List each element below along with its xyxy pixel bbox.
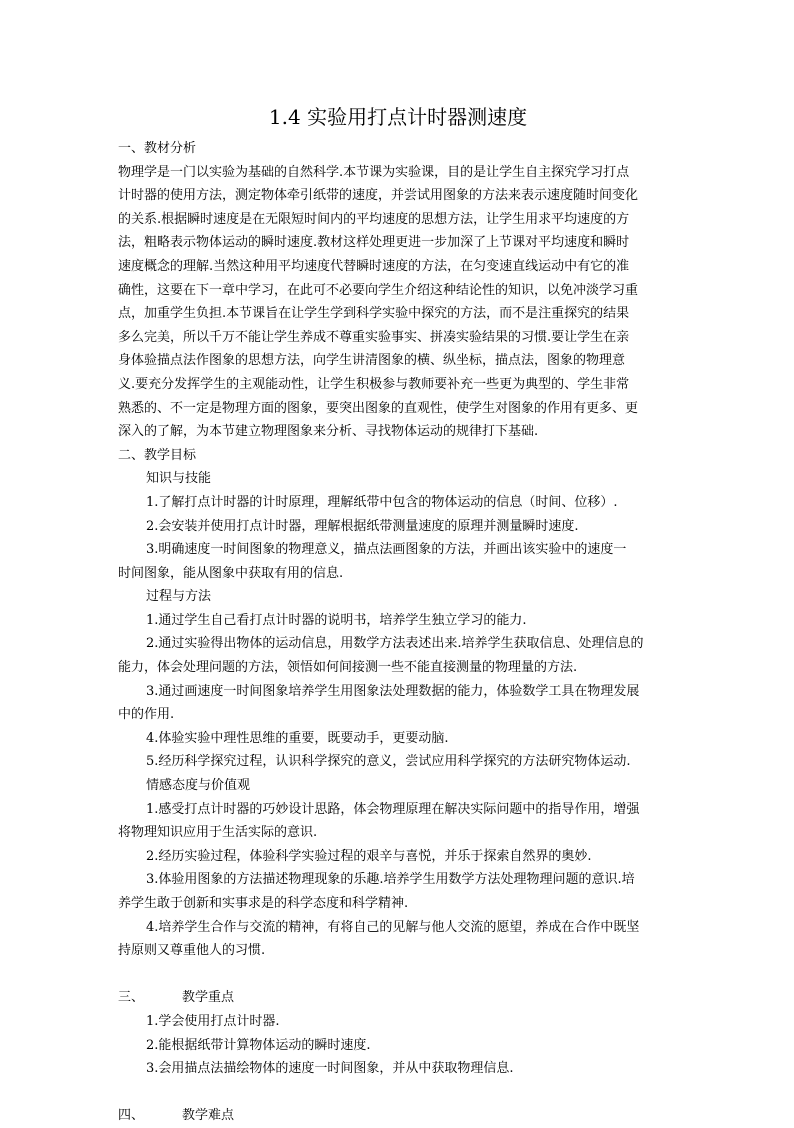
subsection-heading: 知识与技能 (146, 471, 212, 487)
section-heading-row (118, 1104, 678, 1128)
paragraph-line: 义.要充分发挥学生的主观能动性，让学生积极参与教师要补充一些更为典型的、学生非常 (118, 376, 630, 392)
list-item-continuation: 能力，体会处理问题的方法，领悟如何间接测一些不能直接测量的物理量的方法. (118, 660, 578, 676)
paragraph-line: 深入的了解，为本节建立物理图象来分析、寻找物体运动的规律打下基础. (118, 424, 539, 440)
list-item: 2.经历实验过程，体验科学实验过程的艰辛与喜悦，并乐于探索自然界的奥妙. (146, 848, 592, 864)
list-item: 3.明确速度一时间图象的物理意义，描点法画图象的方法，并画出该实验中的速度一 (146, 542, 627, 558)
list-item: 2.能根据纸带计算物体运动的瞬时速度. (146, 1037, 371, 1053)
list-item: 4.培养学生合作与交流的精神，有将自己的见解与他人交流的愿望，养成在合作中既坚 (146, 919, 640, 935)
paragraph-line: 法，粗略表示物体运动的瞬时速度.教材这样处理更进一步加深了上节课对平均速度和瞬时 (118, 235, 630, 251)
paragraph-line: 计时器的使用方法，测定物体牵引纸带的速度，并尝试用图象的方法来表示速度随时间变化 (118, 188, 639, 204)
paragraph-line: 物理学是一门以实验为基础的自然科学.本节课为实验课，目的是让学生自主探究学习打点 (118, 164, 630, 180)
paragraph-line: 多么完美，所以千万不能让学生养成不尊重实验事实、拼凑实验结果的习惯.要让学生在亲 (118, 329, 630, 345)
section-heading: 一、教材分析 (118, 141, 197, 156)
section-heading: 教学难点 (182, 1108, 235, 1124)
subsection-heading: 情感态度与价值观 (146, 778, 251, 794)
list-item: 2.会安装并使用打点计时器，理解根据纸带测量速度的原理并测量瞬时速度. (146, 518, 579, 534)
section-heading: 教学重点 (182, 990, 235, 1006)
list-item-continuation: 时间图象，能从图象中获取有用的信息. (118, 565, 344, 581)
paragraph-line: 的关系.根据瞬时速度是在无限短时间内的平均速度的思想方法，让学生用求平均速度的方 (118, 211, 630, 227)
paragraph-line: 确性，这要在下一章中学习，在此可不必要向学生介绍这种结论性的知识，以免冲淡学习重 (118, 282, 639, 298)
section-teaching-key-points (118, 986, 678, 1080)
list-item: 1.学会使用打点计时器. (146, 1013, 280, 1029)
paragraph-line: 点，加重学生负担.本节课旨在让学生学到科学实验中探究的方法，而不是注重探究的结果 (118, 306, 630, 322)
list-item-continuation: 养学生敢于创新和实事求是的科学态度和科学精神. (118, 896, 409, 911)
list-item: 3.体验用图象的方法描述物理现象的乐趣.培养学生用数学方法处理物理问题的意识.培 (146, 872, 635, 888)
subsection-heading: 过程与方法 (146, 589, 212, 605)
paragraph-line: 熟悉的、不一定是物理方面的图象，要突出图象的直观性，使学生对图象的作用有更多、更 (118, 400, 639, 416)
list-item: 2.通过实验得出物体的运动信息，用数学方法表述出来.培养学生获取信息、处理信息的 (146, 636, 644, 652)
list-item: 1.通过学生自己看打点计时器的说明书，培养学生独立学习的能力. (146, 612, 527, 628)
section-heading-row (118, 986, 678, 1010)
document-title: 1.4 实验用打点计时器测速度 (268, 105, 528, 129)
list-item: 4.体验实验中理性思维的重要，既要动手，更要动脑. (146, 730, 449, 746)
list-item: 5.经历科学探究过程，认识科学探究的意义，尝试应用科学探究的方法研究物体运动. (146, 754, 631, 770)
list-item: 3.通过画速度一时间图象培养学生用图象法处理数据的能力，体验数学工具在物理发展 (146, 683, 640, 699)
list-item-continuation: 中的作用. (118, 707, 175, 723)
list-item-continuation: 持原则又尊重他人的习惯. (118, 943, 266, 959)
paragraph-line: 速度概念的理解.当然这种用平均速度代替瞬时速度的方法，在匀变速直线运动中有它的准 (118, 258, 630, 274)
section-number: 三、 (118, 990, 145, 1006)
list-item: 3.会用描点法描绘物体的速度一时间图象，并从中获取物理信息. (146, 1061, 514, 1077)
list-item-continuation: 将物理知识应用于生活实际的意识. (118, 825, 318, 841)
document-page (118, 104, 678, 1128)
section-number: 四、 (118, 1108, 145, 1124)
section-teaching-difficulties (118, 1104, 678, 1128)
list-item: 1.感受打点计时器的巧妙设计思路，体会物理原理在解决实际问题中的指导作用，增强 (146, 801, 640, 817)
section-heading: 二、教学目标 (118, 447, 197, 463)
paragraph-line: 身体验描点法作图象的思想方法，向学生讲清图象的横、纵坐标，描点法，图象的物理意 (118, 353, 626, 369)
section-teaching-material-analysis (118, 137, 678, 444)
blank-line (118, 1081, 678, 1105)
section-teaching-objectives (118, 444, 678, 963)
list-item: 1.了解打点计时器的计时原理，理解纸带中包含的物体运动的信息（时间、位移）. (146, 494, 618, 510)
blank-line (118, 963, 678, 987)
